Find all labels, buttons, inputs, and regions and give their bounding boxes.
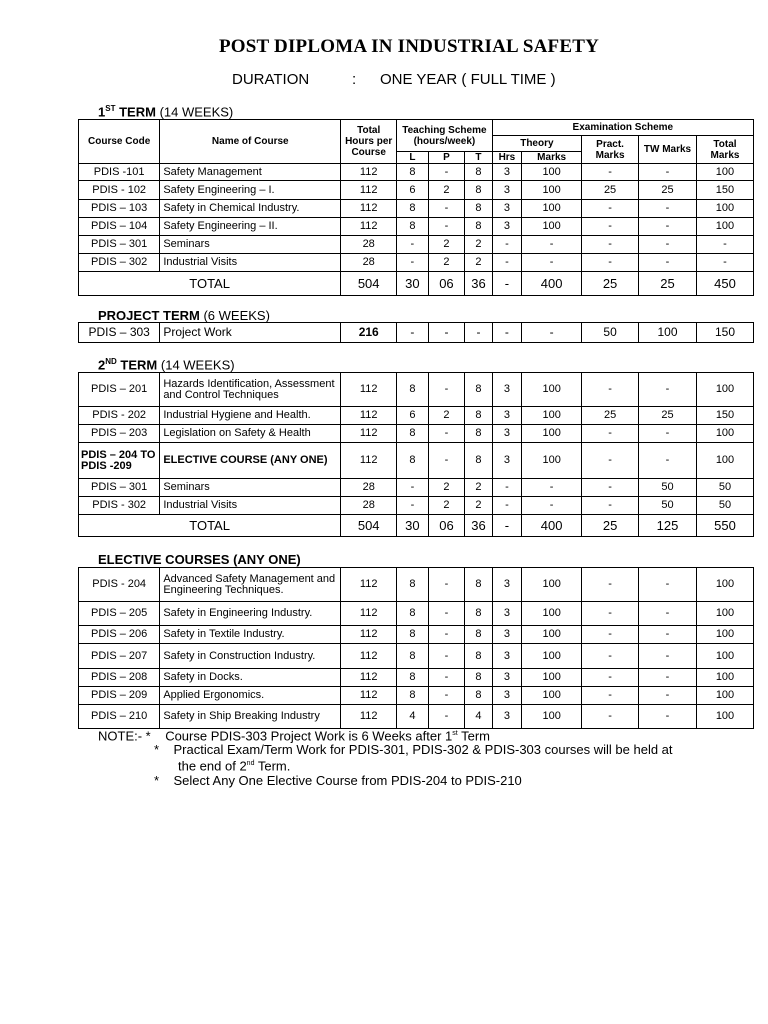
table-cell: 50 <box>696 479 753 497</box>
table-cell: 50 <box>639 479 697 497</box>
hdr-p: P <box>428 152 465 164</box>
table-cell: 28 <box>341 497 397 515</box>
table-cell: 8 <box>397 373 429 407</box>
table-cell: 2 <box>428 497 465 515</box>
table-cell: 2 <box>465 236 492 254</box>
table-cell: 100 <box>522 644 582 669</box>
table-cell: - <box>428 373 465 407</box>
table-cell: 100 <box>522 200 582 218</box>
total-cell: 06 <box>428 515 465 537</box>
table-row <box>79 443 754 479</box>
course-code: PDIS – 209 <box>79 687 160 705</box>
course-name: Safety Engineering – II. <box>160 218 341 236</box>
total-cell: 36 <box>465 272 492 296</box>
course-code: PDIS - 204 <box>79 568 160 602</box>
total-cell: 25 <box>639 272 697 296</box>
total-cell: 504 <box>341 272 397 296</box>
course-code: PDIS – 104 <box>79 218 160 236</box>
total-cell: 400 <box>522 515 582 537</box>
table-cell: 8 <box>465 373 492 407</box>
course-name: ELECTIVE COURSE (ANY ONE) <box>160 443 341 479</box>
total-cell: 550 <box>696 515 753 537</box>
course-name: Safety Management <box>160 164 341 181</box>
page-title: POST DIPLOMA IN INDUSTRIAL SAFETY <box>219 36 599 57</box>
duration-value: ONE YEAR ( FULL TIME ) <box>380 71 556 88</box>
table-cell: - <box>428 218 465 236</box>
course-name: Safety in Engineering Industry. <box>160 602 341 626</box>
table-cell: 112 <box>341 181 397 200</box>
note-1: NOTE:- * Course PDIS-303 Project Work is 6 Weeks after 1st Term <box>98 728 490 744</box>
table-cell: 216 <box>341 323 397 343</box>
table-cell: - <box>522 236 582 254</box>
table-row <box>79 425 754 443</box>
course-name: Applied Ergonomics. <box>160 687 341 705</box>
table-cell: 100 <box>522 626 582 644</box>
total-cell: 400 <box>522 272 582 296</box>
table-cell: 4 <box>397 705 429 729</box>
table-cell: - <box>582 602 639 626</box>
table-cell: 100 <box>522 407 582 425</box>
table-cell: 100 <box>696 200 753 218</box>
hdr-pract: Pract. Marks <box>582 136 639 164</box>
table-cell: 100 <box>522 568 582 602</box>
table-cell: 8 <box>465 602 492 626</box>
hdr-teaching: Teaching Scheme (hours/week) <box>397 120 493 152</box>
table-row <box>79 181 754 200</box>
table-cell: - <box>428 568 465 602</box>
table-row <box>79 236 754 254</box>
table-cell: - <box>639 254 697 272</box>
table-cell: 100 <box>696 626 753 644</box>
table-cell: 50 <box>696 497 753 515</box>
table-cell: 25 <box>582 407 639 425</box>
table-cell: - <box>582 644 639 669</box>
table-cell: 50 <box>582 323 639 343</box>
table-cell: - <box>639 568 697 602</box>
note-2-cont: the end of 2nd Term. <box>178 758 291 774</box>
table-cell: - <box>582 373 639 407</box>
table-cell: - <box>582 425 639 443</box>
course-name: Safety in Docks. <box>160 669 341 687</box>
table-cell: 3 <box>492 200 521 218</box>
course-name: Legislation on Safety & Health <box>160 425 341 443</box>
course-name: Project Work <box>160 323 341 343</box>
table-cell: 112 <box>341 425 397 443</box>
table-cell: 112 <box>341 644 397 669</box>
course-code: PDIS – 210 <box>79 705 160 729</box>
hdr-t: T <box>465 152 492 164</box>
table-cell: 8 <box>397 200 429 218</box>
course-name: Industrial Visits <box>160 497 341 515</box>
course-code: PDIS – 208 <box>79 669 160 687</box>
table-cell: 2 <box>465 254 492 272</box>
course-name: Safety in Ship Breaking Industry <box>160 705 341 729</box>
total-cell: - <box>492 272 521 296</box>
total-cell: - <box>492 515 521 537</box>
table-cell: - <box>639 443 697 479</box>
table-cell: 100 <box>696 425 753 443</box>
elective-table <box>78 567 754 729</box>
total-cell: 30 <box>397 515 429 537</box>
table-cell: - <box>639 164 697 181</box>
table-cell: 2 <box>428 479 465 497</box>
course-code: PDIS – 301 <box>79 236 160 254</box>
table-cell: 150 <box>696 407 753 425</box>
table-cell: - <box>397 497 429 515</box>
table-cell: 8 <box>397 669 429 687</box>
table-cell: 112 <box>341 568 397 602</box>
table-cell: 100 <box>522 218 582 236</box>
term1-heading: 1ST TERM (14 WEEKS) <box>98 104 234 120</box>
table-cell: 8 <box>465 218 492 236</box>
table-row <box>79 644 754 669</box>
table-row <box>79 687 754 705</box>
total-cell: 125 <box>639 515 697 537</box>
table-cell: - <box>582 497 639 515</box>
table-cell: 100 <box>696 218 753 236</box>
table-cell: - <box>582 236 639 254</box>
table-cell: 28 <box>341 254 397 272</box>
table-cell: - <box>428 669 465 687</box>
table-cell: - <box>397 323 429 343</box>
table-cell: 3 <box>492 644 521 669</box>
total-cell: 06 <box>428 272 465 296</box>
course-code: PDIS – 103 <box>79 200 160 218</box>
table-cell: - <box>639 373 697 407</box>
course-name: Hazards Identification, Assessment and Control Techniques <box>160 373 341 407</box>
table-cell: - <box>492 479 521 497</box>
table-row <box>79 218 754 236</box>
table-cell: 8 <box>465 181 492 200</box>
table-cell: - <box>465 323 492 343</box>
table-cell: 100 <box>522 443 582 479</box>
table-row <box>79 626 754 644</box>
notes <box>98 727 673 788</box>
duration-colon: : <box>352 71 357 88</box>
table-cell: 8 <box>397 568 429 602</box>
table-cell: - <box>696 254 753 272</box>
table-cell: 112 <box>341 626 397 644</box>
table-row <box>79 669 754 687</box>
table-cell: - <box>428 164 465 181</box>
table-cell: - <box>639 644 697 669</box>
table-cell: - <box>582 687 639 705</box>
table-cell: 3 <box>492 705 521 729</box>
table-cell: - <box>428 323 465 343</box>
table-row <box>79 254 754 272</box>
total-cell: 25 <box>582 515 639 537</box>
hdr-l: L <box>397 152 429 164</box>
total-cell: 30 <box>397 272 429 296</box>
total-cell: 450 <box>696 272 753 296</box>
table-cell: 50 <box>639 497 697 515</box>
table-cell: 8 <box>397 602 429 626</box>
table-cell: - <box>639 669 697 687</box>
table-cell: - <box>428 602 465 626</box>
term2-total-row <box>79 515 754 537</box>
table-cell: - <box>582 200 639 218</box>
course-name: Safety in Textile Industry. <box>160 626 341 644</box>
table-cell: 112 <box>341 669 397 687</box>
table-row <box>79 497 754 515</box>
table-cell: 2 <box>428 254 465 272</box>
table-cell: - <box>582 479 639 497</box>
table-cell: - <box>639 236 697 254</box>
course-name: Seminars <box>160 236 341 254</box>
table-cell: 100 <box>696 644 753 669</box>
course-code: PDIS – 205 <box>79 602 160 626</box>
table-cell: 100 <box>696 443 753 479</box>
table-cell: - <box>428 644 465 669</box>
table-cell: - <box>428 705 465 729</box>
table-cell: 100 <box>522 425 582 443</box>
project-table <box>78 322 754 343</box>
table-cell: - <box>582 568 639 602</box>
table-cell: 112 <box>341 200 397 218</box>
table-row <box>79 705 754 729</box>
table-cell: 100 <box>522 687 582 705</box>
table-cell: 100 <box>696 373 753 407</box>
table-cell: 100 <box>696 687 753 705</box>
course-code: PDIS – 206 <box>79 626 160 644</box>
table-cell: - <box>639 626 697 644</box>
table-cell: 3 <box>492 373 521 407</box>
table-cell: 28 <box>341 479 397 497</box>
table-cell: - <box>428 200 465 218</box>
table-cell: 100 <box>522 373 582 407</box>
course-code: PDIS – 201 <box>79 373 160 407</box>
table-cell: 8 <box>465 687 492 705</box>
table-cell: 8 <box>465 425 492 443</box>
table-cell: 100 <box>522 602 582 626</box>
table-cell: 2 <box>428 181 465 200</box>
hdr-total-hours: Total Hours per Course <box>341 120 397 164</box>
table-cell: 100 <box>696 602 753 626</box>
table-cell: 112 <box>341 164 397 181</box>
course-code: PDIS - 302 <box>79 497 160 515</box>
table-cell: - <box>492 236 521 254</box>
table-cell: 8 <box>465 407 492 425</box>
table-cell: 100 <box>696 705 753 729</box>
table-cell: 112 <box>341 705 397 729</box>
table-cell: 8 <box>397 644 429 669</box>
hdr-theory: Theory <box>492 136 581 152</box>
course-code: PDIS – 302 <box>79 254 160 272</box>
term1-table <box>78 119 754 296</box>
course-name: Industrial Hygiene and Health. <box>160 407 341 425</box>
table-cell: - <box>639 218 697 236</box>
table-cell: - <box>522 254 582 272</box>
table-cell: 8 <box>465 644 492 669</box>
table-cell: - <box>639 425 697 443</box>
table-cell: - <box>696 236 753 254</box>
total-cell: 504 <box>341 515 397 537</box>
table-row <box>79 200 754 218</box>
table-cell: 100 <box>696 164 753 181</box>
table-cell: 8 <box>465 568 492 602</box>
table-row <box>79 323 754 343</box>
table-cell: - <box>428 443 465 479</box>
course-code: PDIS -101 <box>79 164 160 181</box>
table-cell: 8 <box>397 687 429 705</box>
table-cell: 25 <box>582 181 639 200</box>
table-cell: 8 <box>465 164 492 181</box>
table-cell: - <box>428 626 465 644</box>
table-cell: 112 <box>341 407 397 425</box>
table-cell: 8 <box>465 626 492 644</box>
table-cell: 100 <box>639 323 697 343</box>
course-name: Advanced Safety Management and Engineering Techniques. <box>160 568 341 602</box>
table-cell: 3 <box>492 181 521 200</box>
table-cell: - <box>582 705 639 729</box>
term2-table <box>78 372 754 537</box>
table-cell: 25 <box>639 407 697 425</box>
total-cell: 25 <box>582 272 639 296</box>
course-code: PDIS – 204 TO PDIS -209 <box>79 443 160 479</box>
table-cell: 8 <box>465 669 492 687</box>
table-cell: 3 <box>492 568 521 602</box>
course-code: PDIS – 303 <box>79 323 160 343</box>
elective-heading: ELECTIVE COURSES (ANY ONE) <box>98 552 301 567</box>
table-cell: - <box>397 479 429 497</box>
table-cell: - <box>582 218 639 236</box>
table-cell: 100 <box>696 669 753 687</box>
table-cell: 100 <box>522 164 582 181</box>
table-cell: - <box>428 425 465 443</box>
table-cell: - <box>639 687 697 705</box>
table-cell: 8 <box>397 164 429 181</box>
course-name: Industrial Visits <box>160 254 341 272</box>
table-row <box>79 407 754 425</box>
table-cell: - <box>428 687 465 705</box>
duration-label: DURATION <box>232 71 310 88</box>
table-row <box>79 568 754 602</box>
table-cell: 112 <box>341 373 397 407</box>
table-cell: 100 <box>522 181 582 200</box>
term1-total-row <box>79 272 754 296</box>
table-cell: - <box>639 200 697 218</box>
table-cell: - <box>582 626 639 644</box>
table-cell: 3 <box>492 626 521 644</box>
table-cell: 4 <box>465 705 492 729</box>
course-code: PDIS – 301 <box>79 479 160 497</box>
table-cell: 3 <box>492 425 521 443</box>
course-code: PDIS - 102 <box>79 181 160 200</box>
total-label: TOTAL <box>79 515 341 537</box>
table-cell: - <box>582 164 639 181</box>
total-label: TOTAL <box>79 272 341 296</box>
course-name: Safety Engineering – I. <box>160 181 341 200</box>
table-cell: - <box>582 669 639 687</box>
table-cell: 2 <box>428 407 465 425</box>
note-3: * Select Any One Elective Course from PDIS-204 to PDIS-210 <box>154 772 522 788</box>
table-cell: 8 <box>397 443 429 479</box>
course-name: Safety in Chemical Industry. <box>160 200 341 218</box>
table-cell: - <box>397 236 429 254</box>
table-cell: 8 <box>465 200 492 218</box>
table-cell: 2 <box>465 479 492 497</box>
hdr-total: Total Marks <box>696 136 753 164</box>
table-cell: - <box>582 443 639 479</box>
project-heading: PROJECT TERM (6 WEEKS) <box>98 308 270 323</box>
term2-heading: 2ND TERM (14 WEEKS) <box>98 357 235 373</box>
table-cell: - <box>397 254 429 272</box>
table-cell: 28 <box>341 236 397 254</box>
table-cell: 100 <box>696 568 753 602</box>
table-cell: 100 <box>522 705 582 729</box>
table-cell: - <box>522 497 582 515</box>
table-cell: 8 <box>465 443 492 479</box>
table-cell: 2 <box>465 497 492 515</box>
table-row <box>79 479 754 497</box>
table-cell: 100 <box>522 669 582 687</box>
course-name: Seminars <box>160 479 341 497</box>
hdr-name: Name of Course <box>160 120 341 164</box>
table-cell: 3 <box>492 669 521 687</box>
hdr-marks: Marks <box>522 152 582 164</box>
table-row <box>79 373 754 407</box>
table-cell: - <box>582 254 639 272</box>
table-row <box>79 164 754 181</box>
table-cell: 3 <box>492 407 521 425</box>
total-cell: 36 <box>465 515 492 537</box>
course-code: PDIS – 203 <box>79 425 160 443</box>
course-code: PDIS – 207 <box>79 644 160 669</box>
hdr-exam: Examination Scheme <box>492 120 753 136</box>
table-cell: 3 <box>492 164 521 181</box>
table-cell: - <box>522 479 582 497</box>
table-cell: 8 <box>397 218 429 236</box>
hdr-tw: TW Marks <box>639 136 697 164</box>
table-cell: 112 <box>341 218 397 236</box>
hdr-course-code: Course Code <box>79 120 160 164</box>
table-cell: - <box>522 323 582 343</box>
table-cell: 25 <box>639 181 697 200</box>
table-cell: 3 <box>492 687 521 705</box>
table-cell: 112 <box>341 443 397 479</box>
table-cell: 6 <box>397 407 429 425</box>
table-cell: 150 <box>696 181 753 200</box>
table-cell: 112 <box>341 602 397 626</box>
table-cell: 3 <box>492 602 521 626</box>
table-cell: 3 <box>492 218 521 236</box>
course-name: Safety in Construction Industry. <box>160 644 341 669</box>
table-cell: 112 <box>341 687 397 705</box>
table-cell: - <box>492 254 521 272</box>
note-2: * Practical Exam/Term Work for PDIS-301, PDIS-302 & PDIS-303 courses will be held at <box>154 742 673 758</box>
table-cell: 8 <box>397 425 429 443</box>
table-cell: 2 <box>428 236 465 254</box>
table-cell: - <box>492 323 521 343</box>
table-cell: 6 <box>397 181 429 200</box>
hdr-hrs: Hrs <box>492 152 521 164</box>
table-cell: - <box>639 602 697 626</box>
table-cell: - <box>492 497 521 515</box>
table-cell: 8 <box>397 626 429 644</box>
table-row <box>79 602 754 626</box>
course-code: PDIS - 202 <box>79 407 160 425</box>
table-cell: - <box>639 705 697 729</box>
table-cell: 3 <box>492 443 521 479</box>
table-cell: 150 <box>696 323 753 343</box>
